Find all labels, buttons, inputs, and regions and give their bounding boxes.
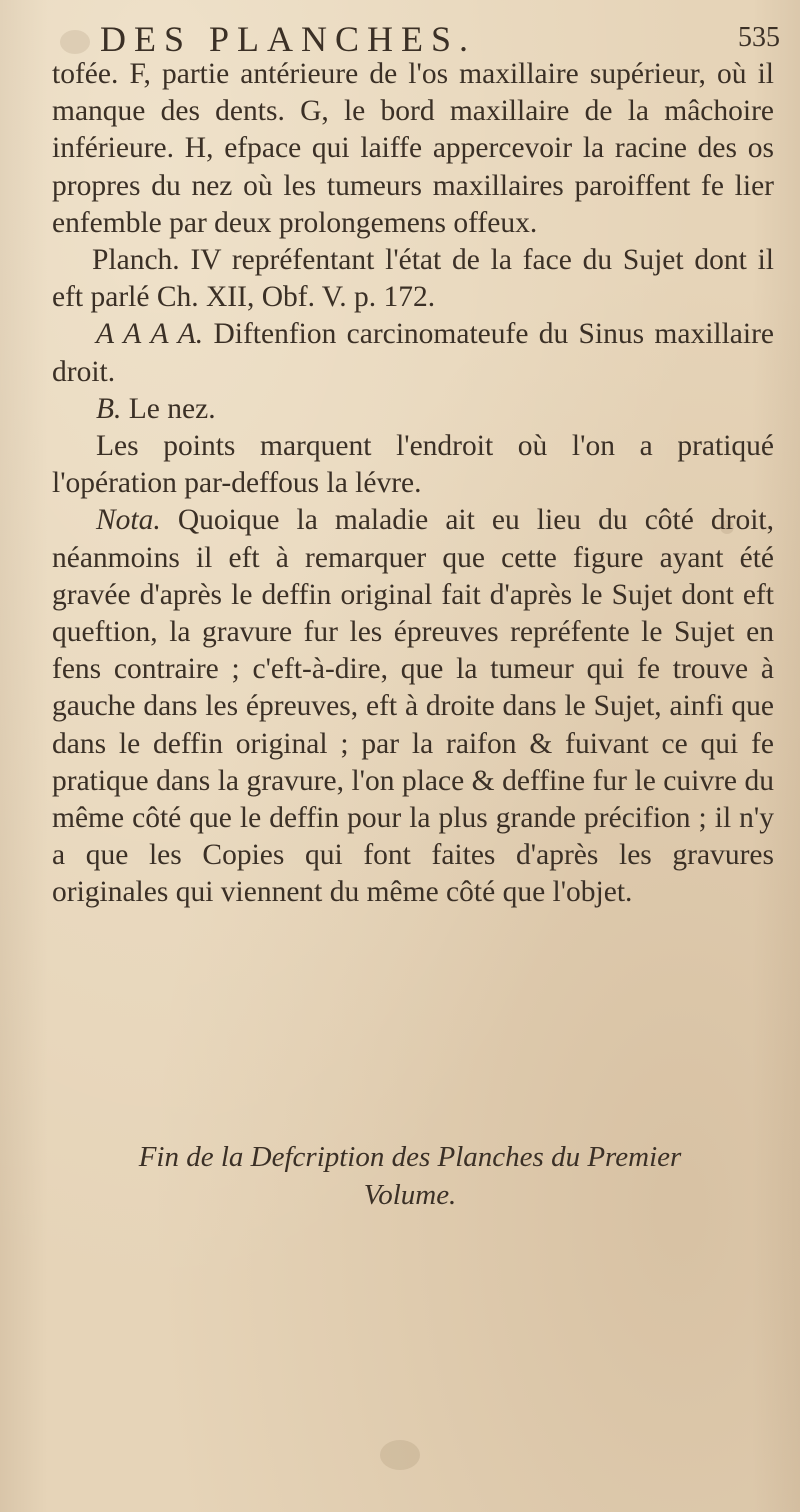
page-number: 535 — [738, 22, 780, 53]
running-head — [100, 12, 780, 62]
paper-stain — [380, 1440, 420, 1470]
legend-item-b — [52, 391, 774, 428]
legend-text-b: Le nez. — [128, 392, 216, 425]
nota-label: Nota. — [96, 504, 161, 537]
paragraph-plate-iv: Planch. IV repréfentant l'état de la face du Sujet dont il eft parlé Ch. XII, Obf. V. p. 172. — [52, 244, 774, 314]
paper-stain — [60, 30, 90, 54]
body-text — [52, 56, 774, 912]
nota-text: Quoique la maladie ait eu lieu du côté droit, néanmoins il eft à remarquer que cette figure ayant été gravée d'après le deffin original fait d'après le Sujet dont eft queftion, la gravure fur les épreuves repréfente le Sujet en fens contraire ; c'eft-à-dire, que la tumeur qui fe trouve à gauche dans les épreuves, eft à droite dans le Sujet, ainfi que dans le deffin original ; par la raifon & fuivant ce qui fe pratique dans la gravure, l'on place & deffine fur le cuivre du même côté que le deffin pour la plus grande précifion ; il n'y a que les Copies qui font faites d'après les gravures originales qui viennent du même côté que l'objet. — [52, 504, 774, 909]
paragraph-plate-legend-continued: tofée. F, partie antérieure de l'os maxillaire supérieur, où il manque des dents. G, le bord maxillaire de la mâchoire inférieure. H, efpace qui laiffe appercevoir la racine des os propres du nez où les tumeurs maxillaires paroiffent fe lier enfemble par deux prolongemens offeux. — [52, 58, 774, 239]
colophon-line-1: Fin de la Defcription des Planches du Premier — [138, 1141, 682, 1173]
running-title: DES PLANCHES. — [100, 19, 477, 59]
legend-label-b: B. — [96, 392, 122, 425]
paragraph-nota — [52, 502, 774, 911]
paragraph-points: Les points marquent l'endroit où l'on a pratiqué l'opération par-deffous la lévre. — [52, 430, 774, 500]
colophon-line-2: Volume. — [363, 1179, 457, 1211]
legend-item-a — [52, 316, 774, 390]
colophon — [40, 1138, 780, 1214]
legend-text-a: Diftenfion carcinomateufe du Sinus maxillaire droit. — [52, 318, 774, 388]
legend-label-a: A A A A. — [96, 318, 204, 351]
